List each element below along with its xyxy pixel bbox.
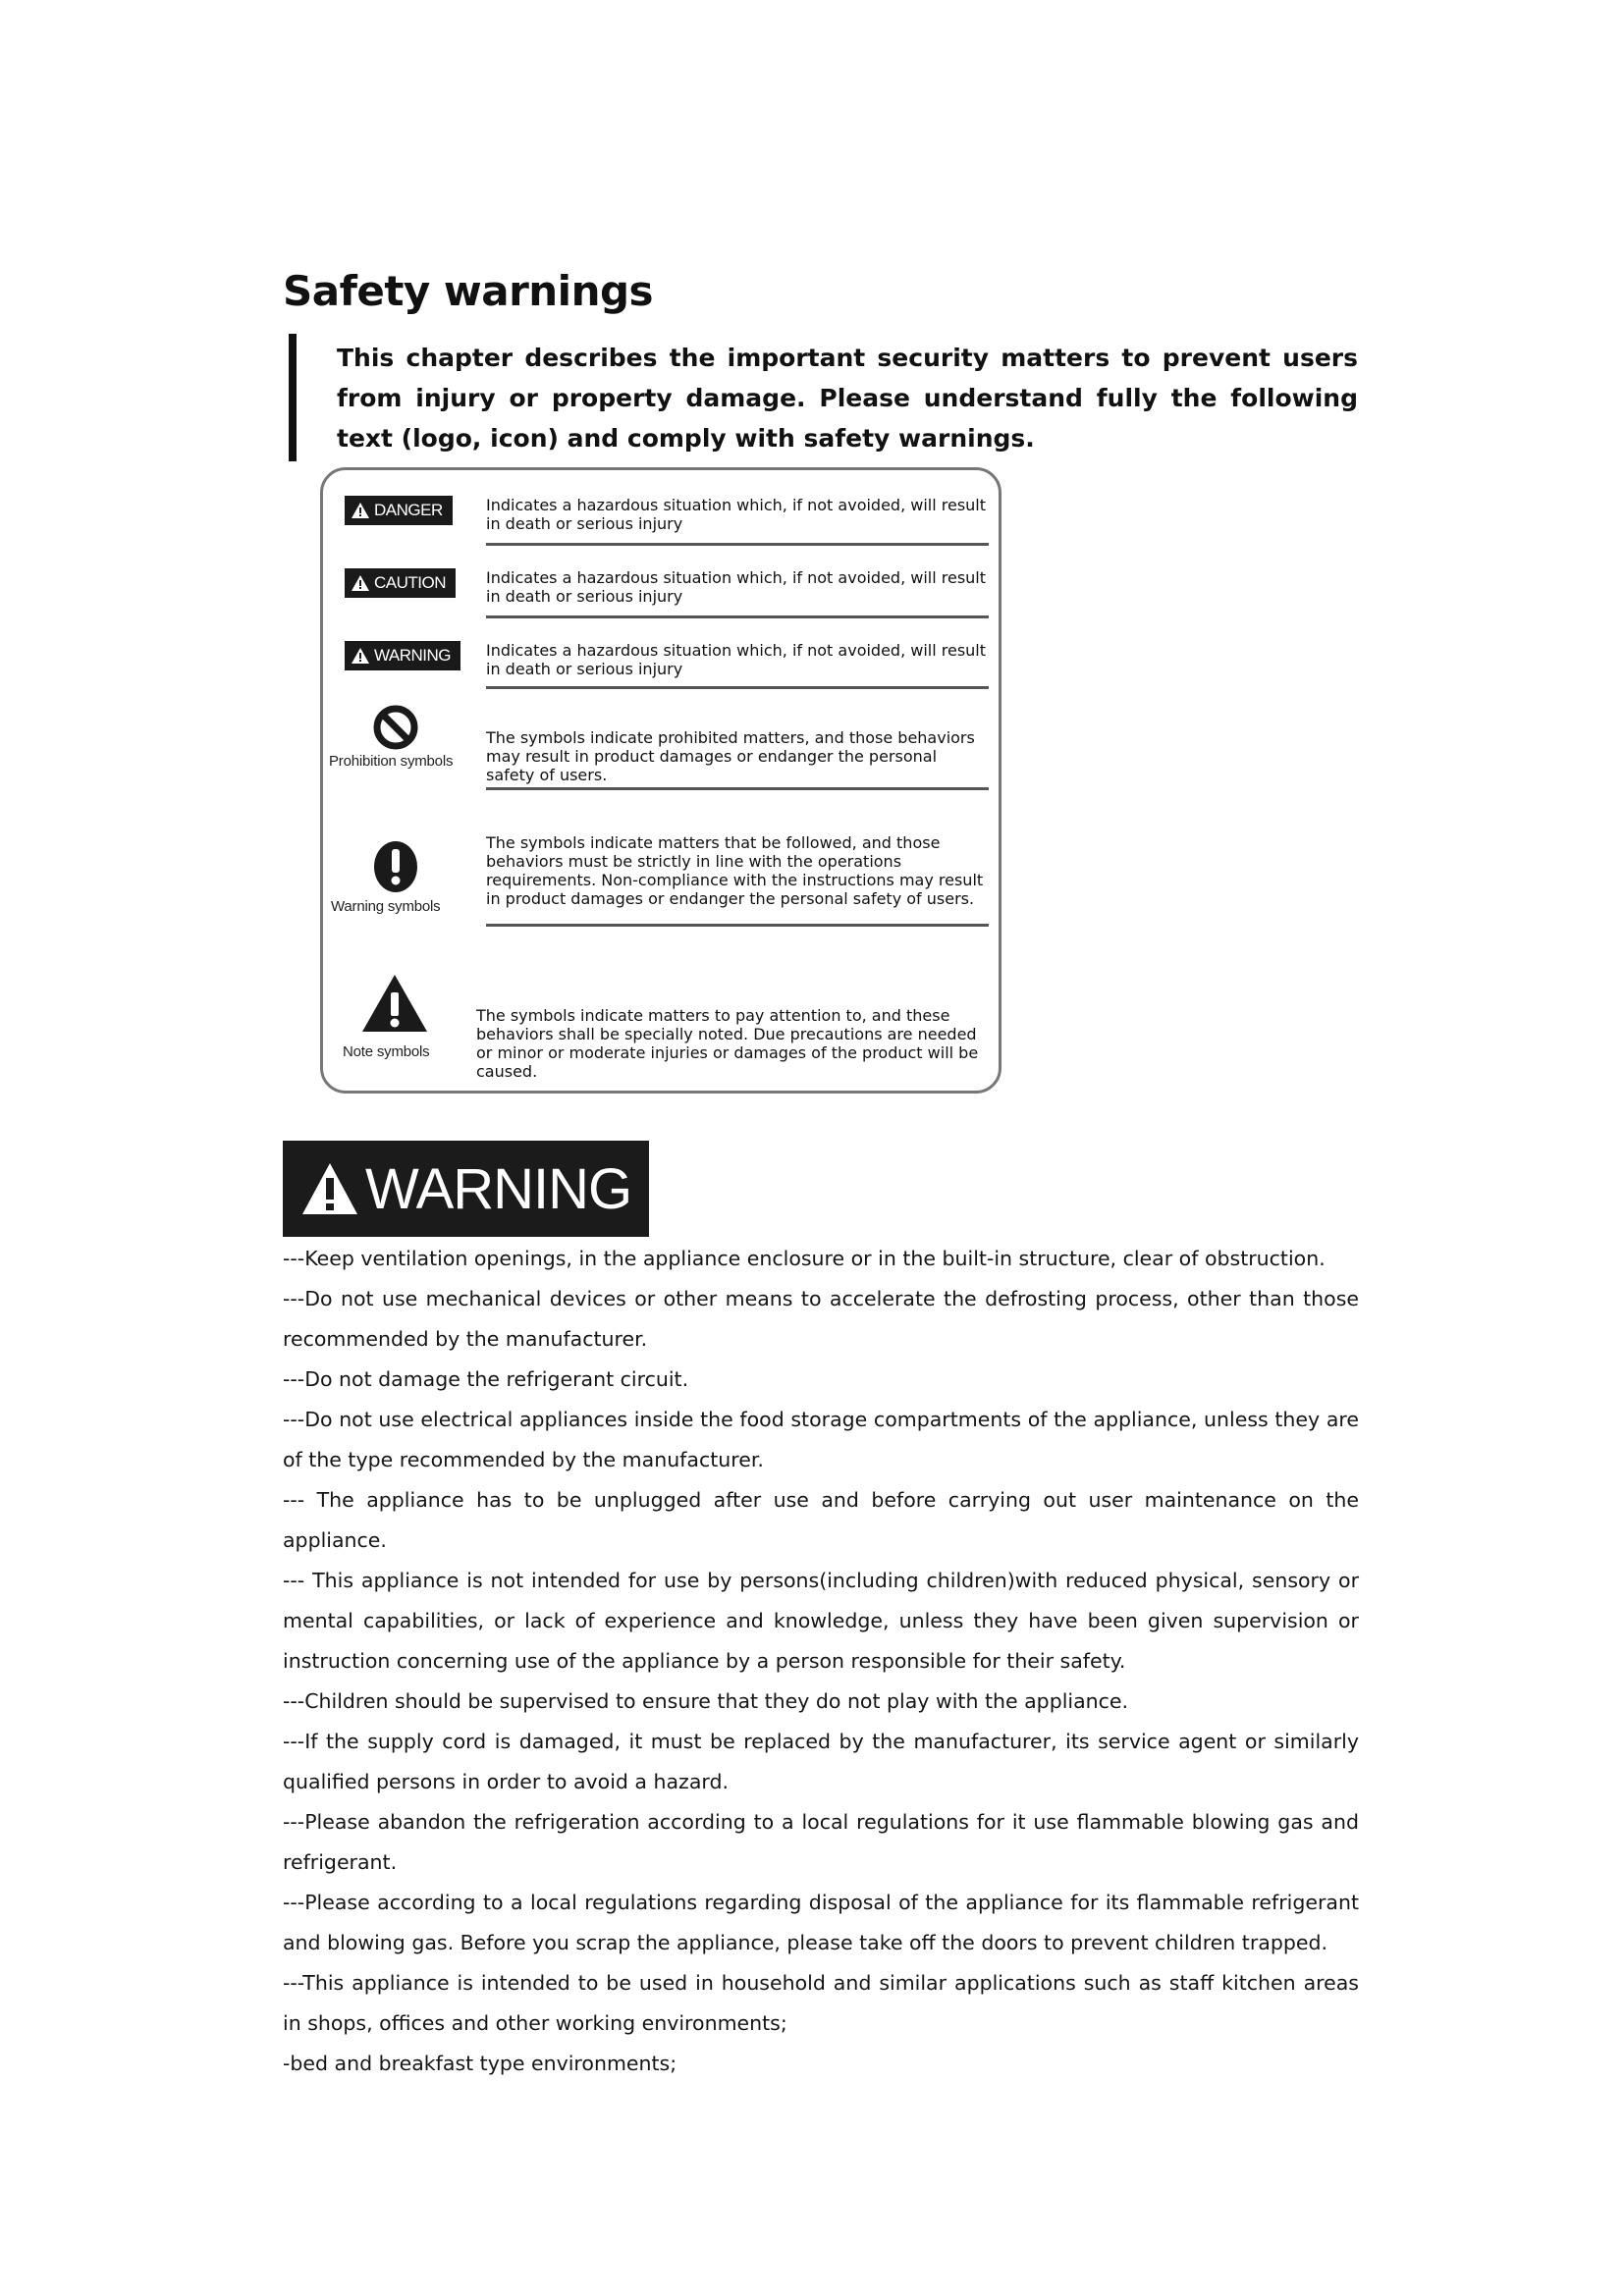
divider bbox=[486, 686, 989, 689]
warning-triangle-icon bbox=[351, 502, 370, 519]
warning-item: ---Please according to a local regulations regarding disposal of the appliance for its flammable refrigerant and blowing gas. Before you scrap the appliance, please take off the doors to prevent children trapped. bbox=[283, 1891, 1359, 1954]
warning-item: ---Keep ventilation openings, in the appliance enclosure or in the built-in structure, clear of obstruction. bbox=[283, 1247, 1326, 1270]
warning-item: -bed and breakfast type environments; bbox=[283, 2052, 677, 2075]
danger-badge-label: DANGER bbox=[374, 501, 443, 519]
danger-badge bbox=[345, 496, 453, 525]
prohibition-text: The symbols indicate prohibited matters, and those behaviors may result in product damages or endanger the personal safety of users. bbox=[486, 728, 975, 784]
warning-banner-label: WARNING bbox=[365, 1156, 632, 1221]
divider bbox=[486, 615, 989, 618]
warning-item: ---Please abandon the refrigeration according to a local regulations for it use flammable blowing gas and refrigerant. bbox=[283, 1810, 1359, 1874]
warning-triangle-icon bbox=[300, 1161, 359, 1216]
prohibition-caption: Prohibition symbols bbox=[329, 753, 454, 770]
divider bbox=[486, 924, 989, 927]
exclamation-circle-icon bbox=[372, 839, 419, 894]
warnings-list bbox=[283, 1239, 1359, 2084]
warning-item: ---This appliance is intended to be used in household and similar applications such as staff kitchen areas in shops, offices and other working environments; bbox=[283, 1971, 1359, 2035]
warning-triangle-icon bbox=[351, 647, 370, 665]
intro-side-bar bbox=[289, 334, 297, 461]
warning-item: --- This appliance is not intended for use by persons(including children)with reduced physical, sensory or mental capabilities, or lack of experience and knowledge, unless they have been given supervision or instruction concerning use of the appliance by a person responsible for their safety. bbox=[283, 1569, 1359, 1673]
warning-item: ---Do not use electrical appliances inside the food storage compartments of the appliance, unless they are of the type recommended by the manufacturer. bbox=[283, 1408, 1359, 1471]
warning-item: ---Children should be supervised to ensure that they do not play with the appliance. bbox=[283, 1689, 1129, 1713]
symbol-legend-box bbox=[320, 467, 1001, 1094]
divider bbox=[486, 543, 989, 546]
warning-item: ---If the supply cord is damaged, it must be replaced by the manufacturer, its service agent or similarly qualified persons in order to avoid a hazard. bbox=[283, 1730, 1359, 1793]
caution-badge bbox=[345, 568, 456, 598]
page-title: Safety warnings bbox=[283, 267, 654, 315]
warning-banner bbox=[283, 1141, 649, 1237]
intro-paragraph: This chapter describes the important security matters to prevent users from injury or property damage. Please understand fully the following text (logo, icon) and comply with safety warnings. bbox=[337, 344, 1358, 453]
warning-triangle-icon bbox=[351, 574, 370, 592]
warning-item: ---Do not use mechanical devices or other means to accelerate the defrosting process, other than those recommended by the manufacturer. bbox=[283, 1287, 1359, 1351]
warning-item: --- The appliance has to be unplugged after use and before carrying out user maintenance on the appliance. bbox=[283, 1488, 1359, 1552]
warning-symbol-caption: Warning symbols bbox=[331, 898, 441, 915]
warning-text: Indicates a hazardous situation which, if not avoided, will result in death or serious injury bbox=[486, 641, 987, 678]
note-caption: Note symbols bbox=[343, 1043, 430, 1060]
prohibition-icon bbox=[372, 704, 419, 751]
warning-badge-label: WARNING bbox=[374, 646, 452, 665]
caution-triangle-icon bbox=[360, 973, 429, 1034]
note-text: The symbols indicate matters to pay attention to, and these behaviors shall be specially noted. Due precautions are needed or minor or moderate injuries or damages of the product will be caused. bbox=[476, 1006, 979, 1081]
warning-badge bbox=[345, 641, 460, 670]
caution-badge-label: CAUTION bbox=[374, 573, 446, 592]
warning-symbol-text: The symbols indicate matters that be followed, and those behaviors must be strictly in line with the operations requirements. Non-compliance with the instructions may result in product damages or endanger the personal safety of users. bbox=[486, 833, 984, 908]
divider bbox=[486, 787, 989, 790]
danger-text: Indicates a hazardous situation which, if not avoided, will result in death or serious injury bbox=[486, 496, 987, 533]
caution-text: Indicates a hazardous situation which, if not avoided, will result in death or serious injury bbox=[486, 568, 987, 606]
warning-item: ---Do not damage the refrigerant circuit. bbox=[283, 1367, 689, 1391]
